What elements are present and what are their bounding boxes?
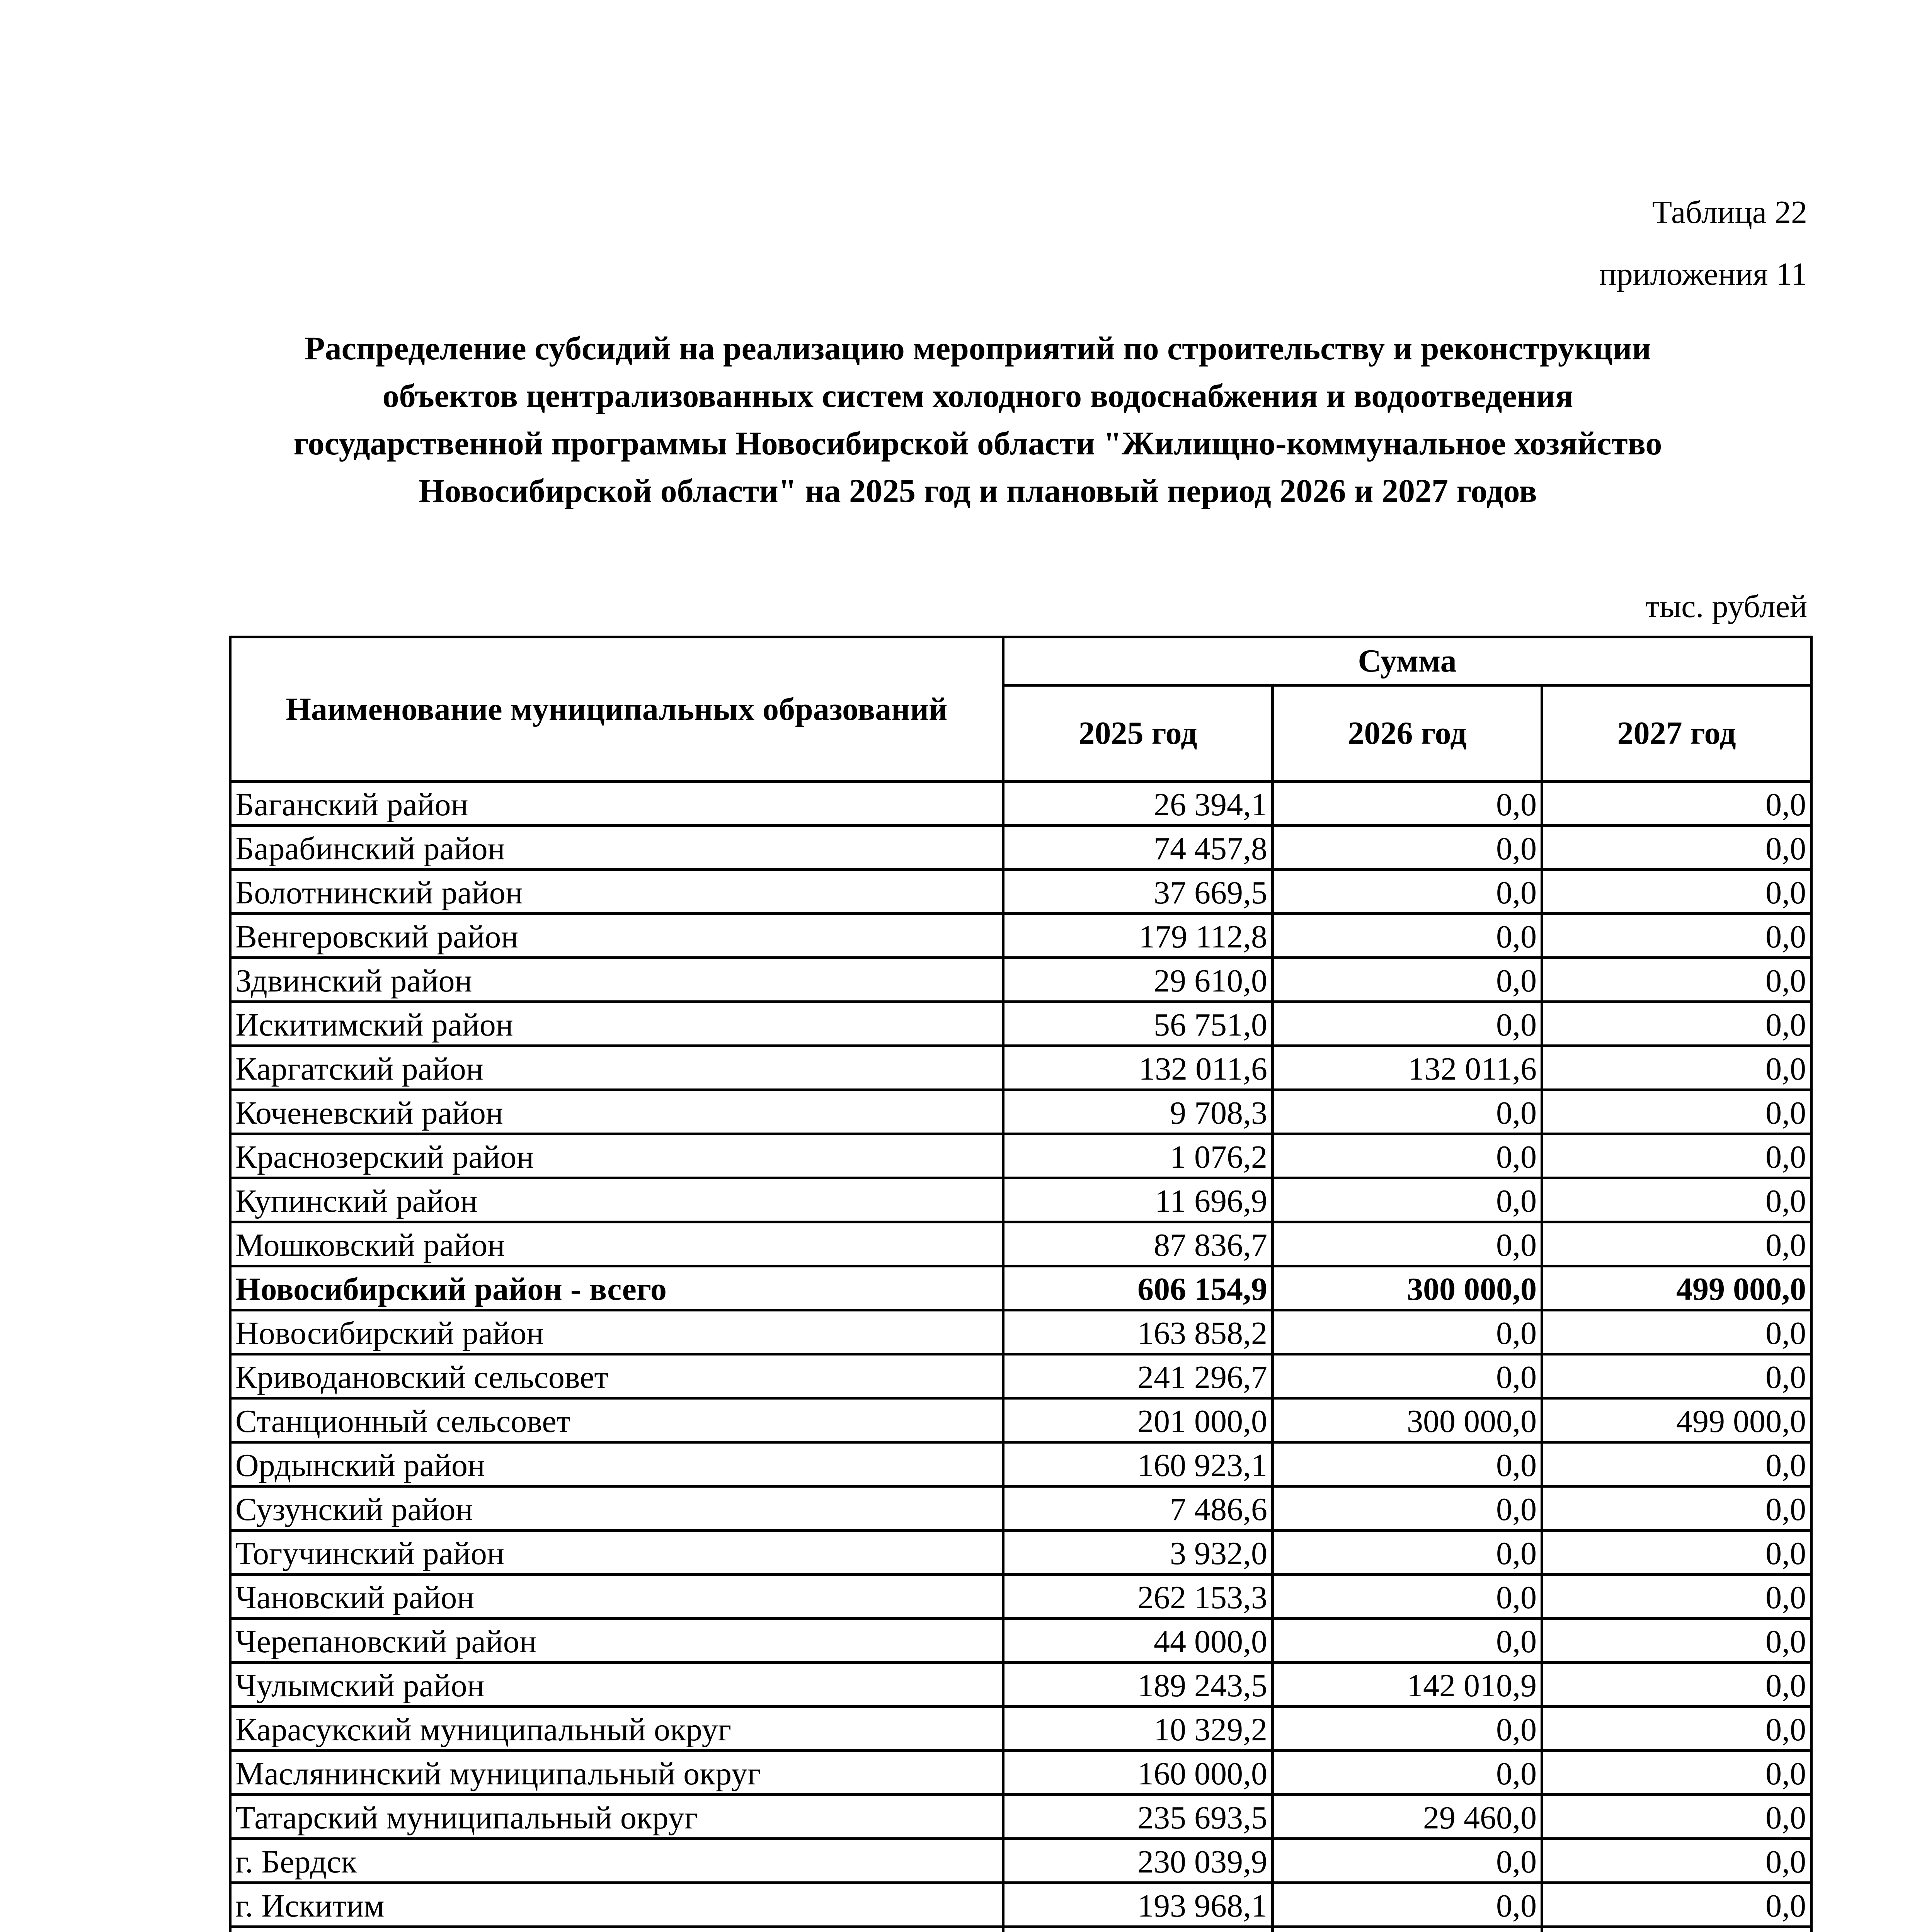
amount-cell: 0,0 [1542,1619,1811,1663]
municipality-name-cell [230,1927,1003,1932]
amount-cell: 0,0 [1273,1575,1542,1619]
amount-cell: 0,0 [1542,1178,1811,1222]
amount-cell: 29 460,0 [1273,1795,1542,1839]
amount-cell: 300 000,0 [1273,1398,1542,1442]
title-line: объектов централизованных систем холодного водоснабжения и водоотведения [382,377,1573,414]
municipality-name-cell: Черепановский район [230,1619,1003,1663]
amount-cell: 87 836,7 [1003,1222,1273,1266]
amount-cell: 0,0 [1542,1575,1811,1619]
appendix-reference [1599,182,1807,305]
table-row [230,1663,1811,1707]
amount-cell: 235 693,5 [1003,1795,1273,1839]
amount-cell: 0,0 [1273,1222,1542,1266]
amount-cell: 0,0 [1542,1663,1811,1707]
municipality-name-cell: Новосибирский район [230,1310,1003,1354]
table-row [230,1486,1811,1531]
amount-cell: 0,0 [1542,1002,1811,1046]
subsidy-table [229,636,1813,1932]
amount-cell: 0,0 [1273,782,1542,826]
table-row [230,1442,1811,1486]
amount-cell: 0,0 [1273,1178,1542,1222]
amount-cell: 193 968,1 [1003,1883,1273,1927]
municipality-name-cell: Болотнинский район [230,870,1003,914]
municipality-name-cell: Купинский район [230,1178,1003,1222]
amount-cell: 0,0 [1273,1442,1542,1486]
table-row [230,1619,1811,1663]
table-row [230,1575,1811,1619]
municipality-name-cell: Татарский муниципальный округ [230,1795,1003,1839]
municipality-name-cell: Тогучинский район [230,1531,1003,1575]
amount-cell: 0,0 [1273,870,1542,914]
municipality-name-cell: Каргатский район [230,1046,1003,1090]
title-line: Новосибирской области" на 2025 год и плановый период 2026 и 2027 годов [419,472,1537,509]
municipality-name-cell: Барабинский район [230,826,1003,870]
amount-cell: 0,0 [1542,1090,1811,1134]
amount-cell: 0,0 [1273,1707,1542,1751]
table-row [230,1310,1811,1354]
amount-cell: 0,0 [1542,1707,1811,1751]
title-line: государственной программы Новосибирской области "Жилищно-коммунальное хозяйство [293,425,1662,462]
table-row [230,1222,1811,1266]
amount-cell: 163 858,2 [1003,1310,1273,1354]
table-row [230,1707,1811,1751]
municipality-name-cell: Чулымский район [230,1663,1003,1707]
amount-cell: 0,0 [1273,1486,1542,1531]
units-label: тыс. рублей [1645,588,1807,624]
amount-cell: 160 000,0 [1003,1751,1273,1795]
amount-cell: 0,0 [1273,1751,1542,1795]
municipality-name-cell: Мошковский район [230,1222,1003,1266]
amount-cell: 262 153,3 [1003,1575,1273,1619]
amount-cell: 44 000,0 [1003,1619,1273,1663]
municipality-name-cell: Чановский район [230,1575,1003,1619]
amount-cell [1003,1927,1273,1932]
amount-cell: 1 076,2 [1003,1134,1273,1178]
title-line: Распределение субсидий на реализацию мероприятий по строительству и реконструкции [305,330,1651,367]
amount-cell: 0,0 [1542,870,1811,914]
column-header-year: 2027 год [1542,685,1811,782]
table-row [230,1002,1811,1046]
amount-cell: 0,0 [1542,1310,1811,1354]
amount-cell: 0,0 [1273,1883,1542,1927]
municipality-name-cell: г. Искитим [230,1883,1003,1927]
amount-cell: 0,0 [1542,1883,1811,1927]
amount-cell: 0,0 [1542,1046,1811,1090]
column-header-municipality: Наименование муниципальных образований [230,637,1003,782]
amount-cell: 0,0 [1542,782,1811,826]
table-row [230,870,1811,914]
table-row [230,1046,1811,1090]
amount-cell: 0,0 [1542,1354,1811,1398]
municipality-name-cell: Станционный сельсовет [230,1398,1003,1442]
amount-cell: 189 243,5 [1003,1663,1273,1707]
amount-cell: 241 296,7 [1003,1354,1273,1398]
municipality-name-cell: Криводановский сельсовет [230,1354,1003,1398]
amount-cell: 132 011,6 [1273,1046,1542,1090]
amount-cell: 0,0 [1273,826,1542,870]
amount-cell: 0,0 [1542,1839,1811,1883]
table-row [230,1266,1811,1310]
amount-cell: 0,0 [1273,1090,1542,1134]
amount-cell: 0,0 [1542,826,1811,870]
amount-cell: 0,0 [1273,914,1542,958]
table-row [230,1134,1811,1178]
amount-cell: 9 708,3 [1003,1090,1273,1134]
table-row [230,1883,1811,1927]
table-row [230,1090,1811,1134]
amount-cell: 10 329,2 [1003,1707,1273,1751]
municipality-name-cell: Коченевский район [230,1090,1003,1134]
table-row [230,782,1811,826]
municipality-name-cell: Баганский район [230,782,1003,826]
amount-cell: 3 932,0 [1003,1531,1273,1575]
amount-cell: 0,0 [1273,1619,1542,1663]
table-row [230,1178,1811,1222]
column-header-sum: Сумма [1003,637,1811,685]
table-row [230,1751,1811,1795]
municipality-name-cell: Искитимский район [230,1002,1003,1046]
table-body [230,782,1811,1932]
municipality-name-cell: Ордынский район [230,1442,1003,1486]
amount-cell: 56 751,0 [1003,1002,1273,1046]
table-row [230,1398,1811,1442]
municipality-name-cell: Здвинский район [230,958,1003,1002]
amount-cell: 7 486,6 [1003,1486,1273,1531]
amount-cell: 0,0 [1542,914,1811,958]
amount-cell: 74 457,8 [1003,826,1273,870]
amount-cell: 201 000,0 [1003,1398,1273,1442]
amount-cell: 0,0 [1542,1442,1811,1486]
amount-cell [1273,1927,1542,1932]
amount-cell: 0,0 [1273,1134,1542,1178]
table-row [230,1927,1811,1932]
amount-cell: 37 669,5 [1003,870,1273,914]
municipality-name-cell: Венгеровский район [230,914,1003,958]
amount-cell: 132 011,6 [1003,1046,1273,1090]
amount-cell: 0,0 [1542,1531,1811,1575]
municipality-name-cell: Маслянинский муниципальный округ [230,1751,1003,1795]
amount-cell: 606 154,9 [1003,1266,1273,1310]
table-row [230,1531,1811,1575]
table-row [230,826,1811,870]
amount-cell: 0,0 [1542,1795,1811,1839]
amount-cell: 11 696,9 [1003,1178,1273,1222]
amount-cell: 0,0 [1273,1002,1542,1046]
column-header-year: 2025 год [1003,685,1273,782]
amount-cell: 230 039,9 [1003,1839,1273,1883]
municipality-name-cell: Новосибирский район - всего [230,1266,1003,1310]
table-row [230,1795,1811,1839]
amount-cell: 0,0 [1542,1751,1811,1795]
amount-cell: 29 610,0 [1003,958,1273,1002]
amount-cell: 26 394,1 [1003,782,1273,826]
amount-cell: 0,0 [1273,1310,1542,1354]
table-number-label: Таблица 22 [1652,194,1807,230]
municipality-name-cell: Сузунский район [230,1486,1003,1531]
amount-cell: 160 923,1 [1003,1442,1273,1486]
amount-cell: 499 000,0 [1542,1266,1811,1310]
amount-cell: 0,0 [1542,1486,1811,1531]
amount-cell: 300 000,0 [1273,1266,1542,1310]
amount-cell: 0,0 [1273,958,1542,1002]
amount-cell: 0,0 [1542,1222,1811,1266]
table-row [230,1354,1811,1398]
amount-cell: 142 010,9 [1273,1663,1542,1707]
amount-cell: 0,0 [1273,1839,1542,1883]
document-title [232,325,1724,515]
amount-cell: 0,0 [1542,958,1811,1002]
table-row [230,958,1811,1002]
appendix-number-label: приложения 11 [1599,256,1807,292]
amount-cell [1542,1927,1811,1932]
amount-cell: 499 000,0 [1542,1398,1811,1442]
amount-cell: 0,0 [1273,1531,1542,1575]
table-row [230,914,1811,958]
amount-cell: 0,0 [1273,1354,1542,1398]
table-row [230,1839,1811,1883]
amount-cell: 0,0 [1542,1134,1811,1178]
column-header-year: 2026 год [1273,685,1542,782]
municipality-name-cell: г. Бердск [230,1839,1003,1883]
municipality-name-cell: Карасукский муниципальный округ [230,1707,1003,1751]
amount-cell: 179 112,8 [1003,914,1273,958]
municipality-name-cell: Краснозерский район [230,1134,1003,1178]
